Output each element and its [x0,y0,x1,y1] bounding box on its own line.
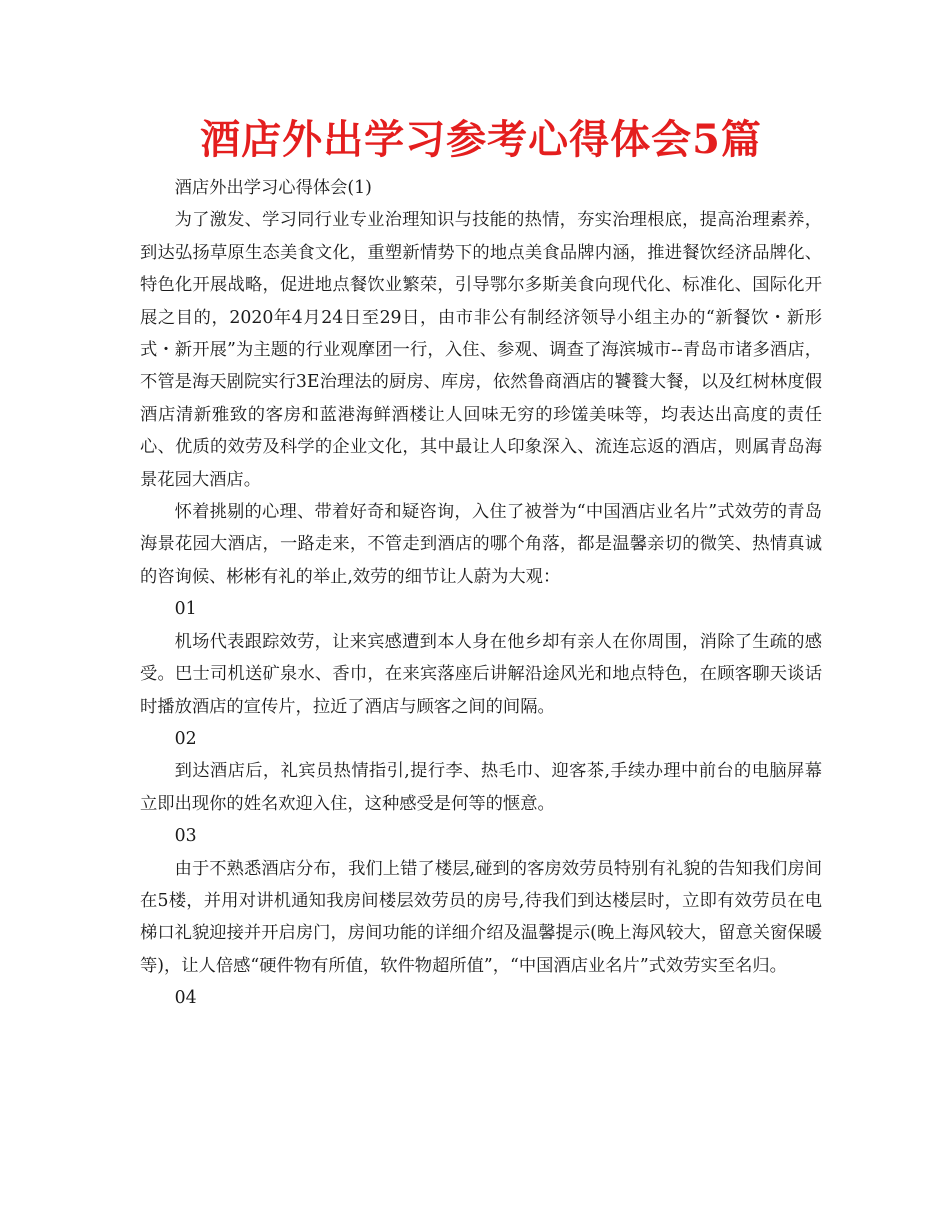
body-paragraph: 为了激发、学习同行业专业治理知识与技能的热情，夯实治理根底，提高治理素养，到达弘扬草原生态美食文化，重塑新情势下的地点美食品牌内涵，推进餐饮经济品牌化、特色化开展战略，促进地点餐饮业繁荣，引导鄂尔多斯美食向现代化、标准化、国际化开展之目的，2020年4月24日至29日，由市非公有制经济领导小组主办的“新餐饮・新形式・新开展”为主题的行业观摩团一行，入住、参观、调查了海滨城市--青岛市诸多酒店，不管是海天剧院实行3E治理法的厨房、库房，依然鲁商酒店的饕餮大餐，以及红树林度假酒店清新雅致的客房和蓝港海鲜酒楼让人回味无穷的珍馐美味等，均表达出高度的责任心、优质的效劳及科学的企业文化，其中最让人印象深入、流连忘返的酒店，则属青岛海景花园大酒店。 [140,210,822,490]
item-number: 03 [174,826,197,847]
section-heading: 酒店外出学习心得体会(1) [174,178,372,198]
body-paragraph: 机场代表跟踪效劳，让来宾感遭到本人身在他乡却有亲人在你周围，消除了生疏的感受。巴士司机送矿泉水、香巾，在来宾落座后讲解沿途风光和地点特色，在顾客聊天谈话时播放酒店的宣传片，拉近了酒店与顾客之间的间隔。 [140,631,822,717]
body-paragraph: 怀着挑剔的心理、带着好奇和疑咨询，入住了被誉为“中国酒店业名片”式效劳的青岛海景花园大酒店，一路走来，不管走到酒店的哪个角落，都是温馨亲切的微笑、热情真诚的咨询候、彬彬有礼的举止,效劳的细节让人蔚为大观： [140,502,822,587]
item-number: 01 [174,599,197,620]
item-number: 02 [174,728,197,749]
document-title: 酒店外出学习参考心得体会5篇 [200,116,762,163]
body-paragraph: 到达酒店后，礼宾员热情指引,提行李、热毛巾、迎客茶,手续办理中前台的电脑屏幕立即出现你的姓名欢迎入住，这种感受是何等的惬意。 [140,761,822,814]
item-number: 04 [174,988,197,1009]
body-paragraph: 由于不熟悉酒店分布，我们上错了楼层,碰到的客房效劳员特别有礼貌的告知我们房间在5楼，并用对讲机通知我房间楼层效劳员的房号,待我们到达楼层时，立即有效劳员在电梯口礼貌迎接并开启房门，房间功能的详细介绍及温馨提示(晚上海风较大，留意关窗保暖等)，让人倍感“硬件物有所值，软件物超所值”，“中国酒店业名片”式效劳实至名归。 [140,858,822,976]
